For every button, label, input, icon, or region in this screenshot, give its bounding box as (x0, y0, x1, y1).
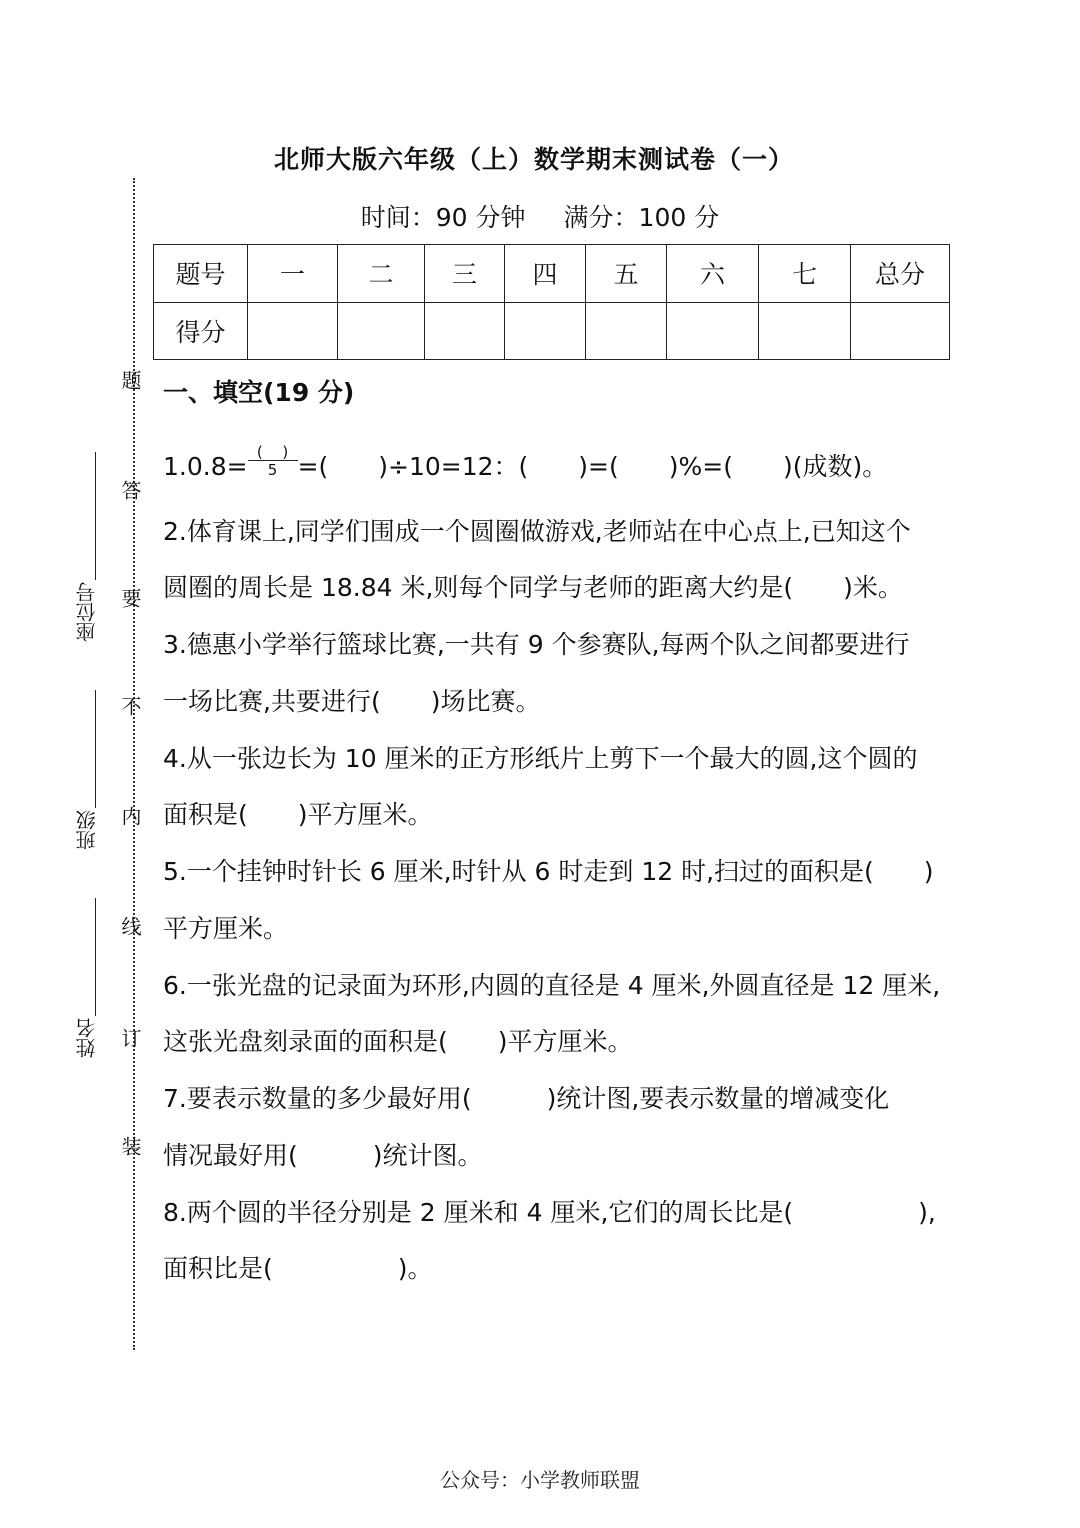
header-cell-1: 一 (248, 245, 338, 303)
header-cell-2: 二 (338, 245, 425, 303)
margin-char-8: 装 (118, 1136, 142, 1156)
margin-char-5: 内 (118, 806, 142, 826)
header-cell-4: 四 (505, 245, 586, 303)
question-7-line-2: 情况最好用( )统计图。 (163, 1141, 483, 1170)
section-heading: 一、填空(19 分) (163, 378, 355, 407)
header-cell-total: 总分 (851, 245, 950, 303)
score-cell-3[interactable] (425, 302, 505, 360)
exam-time: 时间：90 分钟 (360, 203, 526, 232)
margin-char-3: 要 (118, 588, 142, 608)
margin-char-1: 题 (118, 370, 142, 390)
exam-info (0, 198, 1080, 234)
question-8-line-2: 面积比是( )。 (163, 1254, 433, 1283)
score-table-header-row (154, 245, 950, 303)
question-4-line-2: 面积是( )平方厘米。 (163, 800, 433, 829)
margin-char-2: 答 (118, 480, 142, 500)
score-cell-2[interactable] (338, 302, 425, 360)
question-3-line-2: 一场比赛,共要进行( )场比赛。 (163, 687, 541, 716)
question-7-line-1: 7.要表示数量的多少最好用( )统计图,要表示数量的增减变化 (163, 1084, 890, 1113)
score-row-label: 得分 (154, 302, 248, 360)
question-1 (163, 442, 888, 482)
header-cell-5: 五 (586, 245, 667, 303)
header-cell-question-number: 题号 (154, 245, 248, 303)
footer-account: 公众号：小学教师联盟 (440, 1468, 640, 1492)
score-cell-6[interactable] (667, 302, 759, 360)
question-8-line-1: 8.两个圆的半径分别是 2 厘米和 4 厘米,它们的周长比是( ), (163, 1198, 936, 1227)
question-4-line-1: 4.从一张边长为 10 厘米的正方形纸片上剪下一个最大的圆,这个圆的 (163, 744, 918, 773)
class-line (95, 690, 96, 808)
q1-fraction-denominator: 5 (267, 460, 278, 479)
margin-char-6: 线 (118, 916, 142, 936)
question-5-line-2: 平方厘米。 (163, 914, 289, 943)
seat-number-line (95, 452, 96, 580)
q1-prefix: 1.0.8= (163, 452, 248, 481)
seat-number-label: 座位号 (75, 582, 99, 642)
exam-full-score: 满分：100 分 (563, 203, 720, 232)
header-cell-6: 六 (667, 245, 759, 303)
score-cell-total[interactable] (851, 302, 950, 360)
question-2-line-2: 圆圈的周长是 18.84 米,则每个同学与老师的距离大约是( )米。 (163, 573, 903, 602)
question-6-line-1: 6.一张光盘的记录面为环形,内圆的直径是 4 厘米,外圆直径是 12 厘米, (163, 971, 941, 1000)
name-line (95, 898, 96, 1016)
class-label: 班级 (75, 810, 99, 850)
name-label: 姓名 (75, 1018, 99, 1058)
score-table-score-row (154, 302, 950, 360)
question-2-line-1: 2.体育课上,同学们围成一个圆圈做游戏,老师站在中心点上,已知这个 (163, 517, 911, 546)
score-cell-5[interactable] (586, 302, 667, 360)
q1-suffix: =( )÷10=12：( )=( )%=( )(成数)。 (297, 452, 888, 481)
q1-fraction (248, 444, 298, 479)
score-cell-1[interactable] (248, 302, 338, 360)
question-3-line-1: 3.德惠小学举行篮球比赛,一共有 9 个参赛队,每两个队之间都要进行 (163, 630, 910, 659)
score-cell-4[interactable] (505, 302, 586, 360)
page-title: 北师大版六年级（上）数学期末测试卷（一） (273, 145, 794, 174)
binding-dotted-line (133, 178, 135, 1350)
score-cell-7[interactable] (759, 302, 851, 360)
header-cell-3: 三 (425, 245, 505, 303)
margin-char-4: 不 (118, 696, 142, 716)
question-6-line-2: 这张光盘刻录面的面积是( )平方厘米。 (163, 1027, 633, 1056)
header-cell-7: 七 (759, 245, 851, 303)
q1-fraction-numerator: ( ) (248, 444, 298, 461)
question-5-line-1: 5.一个挂钟时针长 6 厘米,时针从 6 时走到 12 时,扫过的面积是( ) (163, 857, 934, 886)
score-table (153, 244, 950, 360)
margin-char-7: 订 (118, 1028, 142, 1048)
